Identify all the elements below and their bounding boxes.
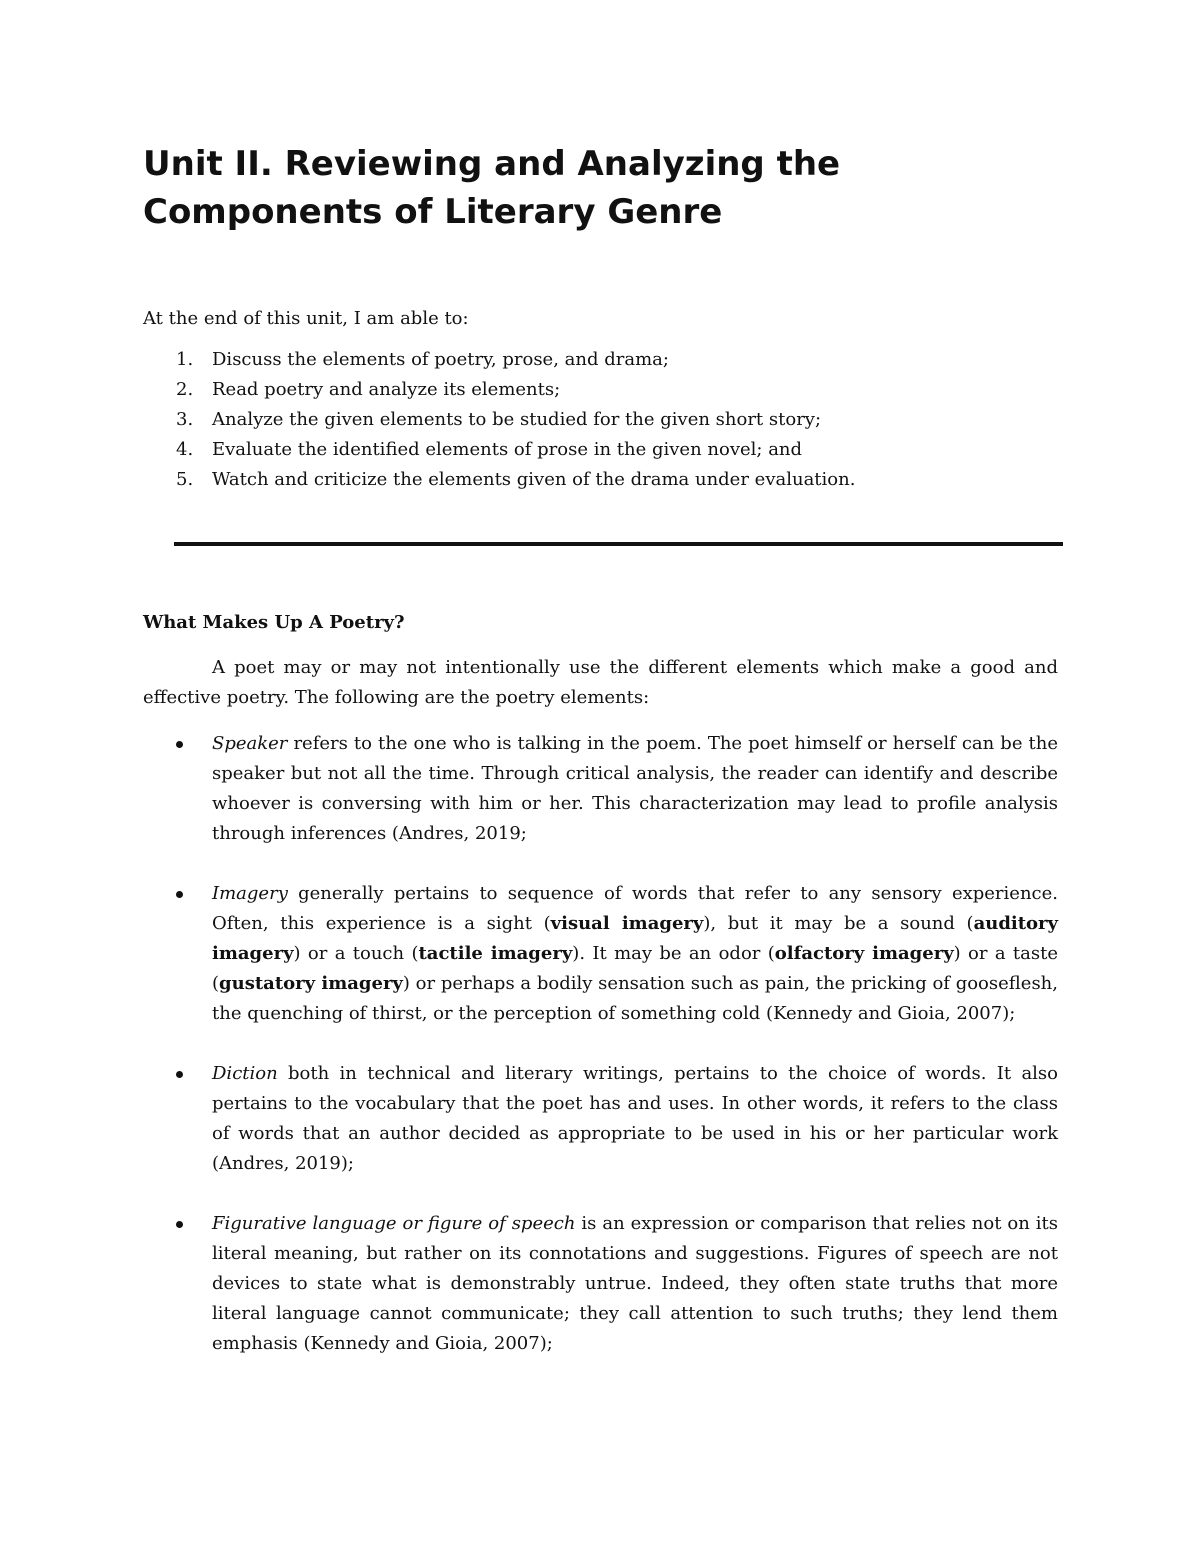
element-term: Diction	[212, 1063, 278, 1084]
objective-text: Evaluate the identified elements of prose in the given novel; and	[212, 439, 803, 460]
objective-item	[143, 345, 1063, 375]
objective-item	[143, 375, 1063, 405]
objective-item	[143, 405, 1063, 435]
bullet-icon	[176, 891, 183, 898]
objective-item	[143, 465, 1063, 495]
element-description: generally pertains to sequence of words that refer to any sensory experience. Often, this experience is a sight (	[212, 883, 1058, 934]
poetry-element-item	[143, 1209, 1058, 1359]
poetry-element-item	[143, 879, 1058, 1029]
element-description: ) or perhaps a bodily sensation such as pain, the pricking of gooseflesh, the quenching of thirst, or the perception of something cold (Kennedy and Gioia, 2007);	[212, 973, 1058, 1024]
imagery-type: auditory imagery	[212, 913, 1058, 964]
objective-number: 2.	[176, 379, 194, 400]
element-description: ) or a taste (	[212, 943, 1058, 994]
objective-text: Analyze the given elements to be studied for the given short story;	[212, 409, 822, 430]
element-term: Speaker	[212, 733, 288, 754]
element-description: refers to the one who is talking in the poem. The poet himself or herself can be the speaker but not all the time. Through critical analysis, the reader can identify and describe whoever is conversing with him or her. This characterization may lead to profile analysis through inferences (Andres, 2019;	[212, 733, 1058, 844]
poetry-element-item	[143, 1059, 1058, 1179]
element-description: ). It may be an odor (	[572, 943, 775, 964]
objective-text: Discuss the elements of poetry, prose, and drama;	[212, 349, 669, 370]
element-description: is an expression or comparison that relies not on its literal meaning, but rather on its connotations and suggestions. Figures of speech are not devices to state what is demonstrably untrue. Indeed, they often state truths that more literal language cannot communicate; they call attention to such truths; they lend them emphasis (Kennedy and Gioia, 2007);	[212, 1213, 1059, 1354]
imagery-type: tactile imagery	[418, 943, 573, 964]
unit-title: Unit II. Reviewing and Analyzing the Components of Literary Genre	[143, 144, 841, 232]
section-divider	[174, 542, 1063, 546]
element-term: Imagery	[212, 883, 288, 904]
objective-item	[143, 435, 1063, 465]
objective-number: 3.	[176, 409, 194, 430]
imagery-type: visual imagery	[550, 913, 704, 934]
bullet-icon	[176, 1071, 183, 1078]
element-term: Figurative language or figure of speech	[212, 1213, 576, 1234]
element-description: both in technical and literary writings, pertains to the choice of words. It also pertains to the vocabulary that the poet has and uses. In other words, it refers to the class of words that an author decided as appropriate to be used in his or her particular work (Andres, 2019);	[212, 1063, 1058, 1174]
section-lead-paragraph: A poet may or may not intentionally use the different elements which make a good and effective poetry. The following are the poetry elements:	[143, 657, 1058, 708]
objective-number: 1.	[176, 349, 194, 370]
objective-text: Read poetry and analyze its elements;	[212, 379, 561, 400]
objective-number: 5.	[176, 469, 194, 490]
poetry-element-item	[143, 729, 1058, 849]
poetry-elements-list	[143, 729, 1058, 1389]
bullet-icon	[176, 1221, 183, 1228]
objectives-intro: At the end of this unit, I am able to:	[143, 308, 469, 329]
objectives-list	[143, 345, 1063, 495]
objective-text: Watch and criticize the elements given of the drama under evaluation.	[212, 469, 856, 490]
objective-number: 4.	[176, 439, 194, 460]
section-heading: What Makes Up A Poetry?	[143, 612, 405, 633]
element-description: ) or a touch (	[293, 943, 419, 964]
element-description: ), but it may be a sound (	[703, 913, 974, 934]
imagery-type: olfactory imagery	[774, 943, 954, 964]
bullet-icon	[176, 741, 183, 748]
imagery-type: gustatory imagery	[219, 973, 403, 994]
